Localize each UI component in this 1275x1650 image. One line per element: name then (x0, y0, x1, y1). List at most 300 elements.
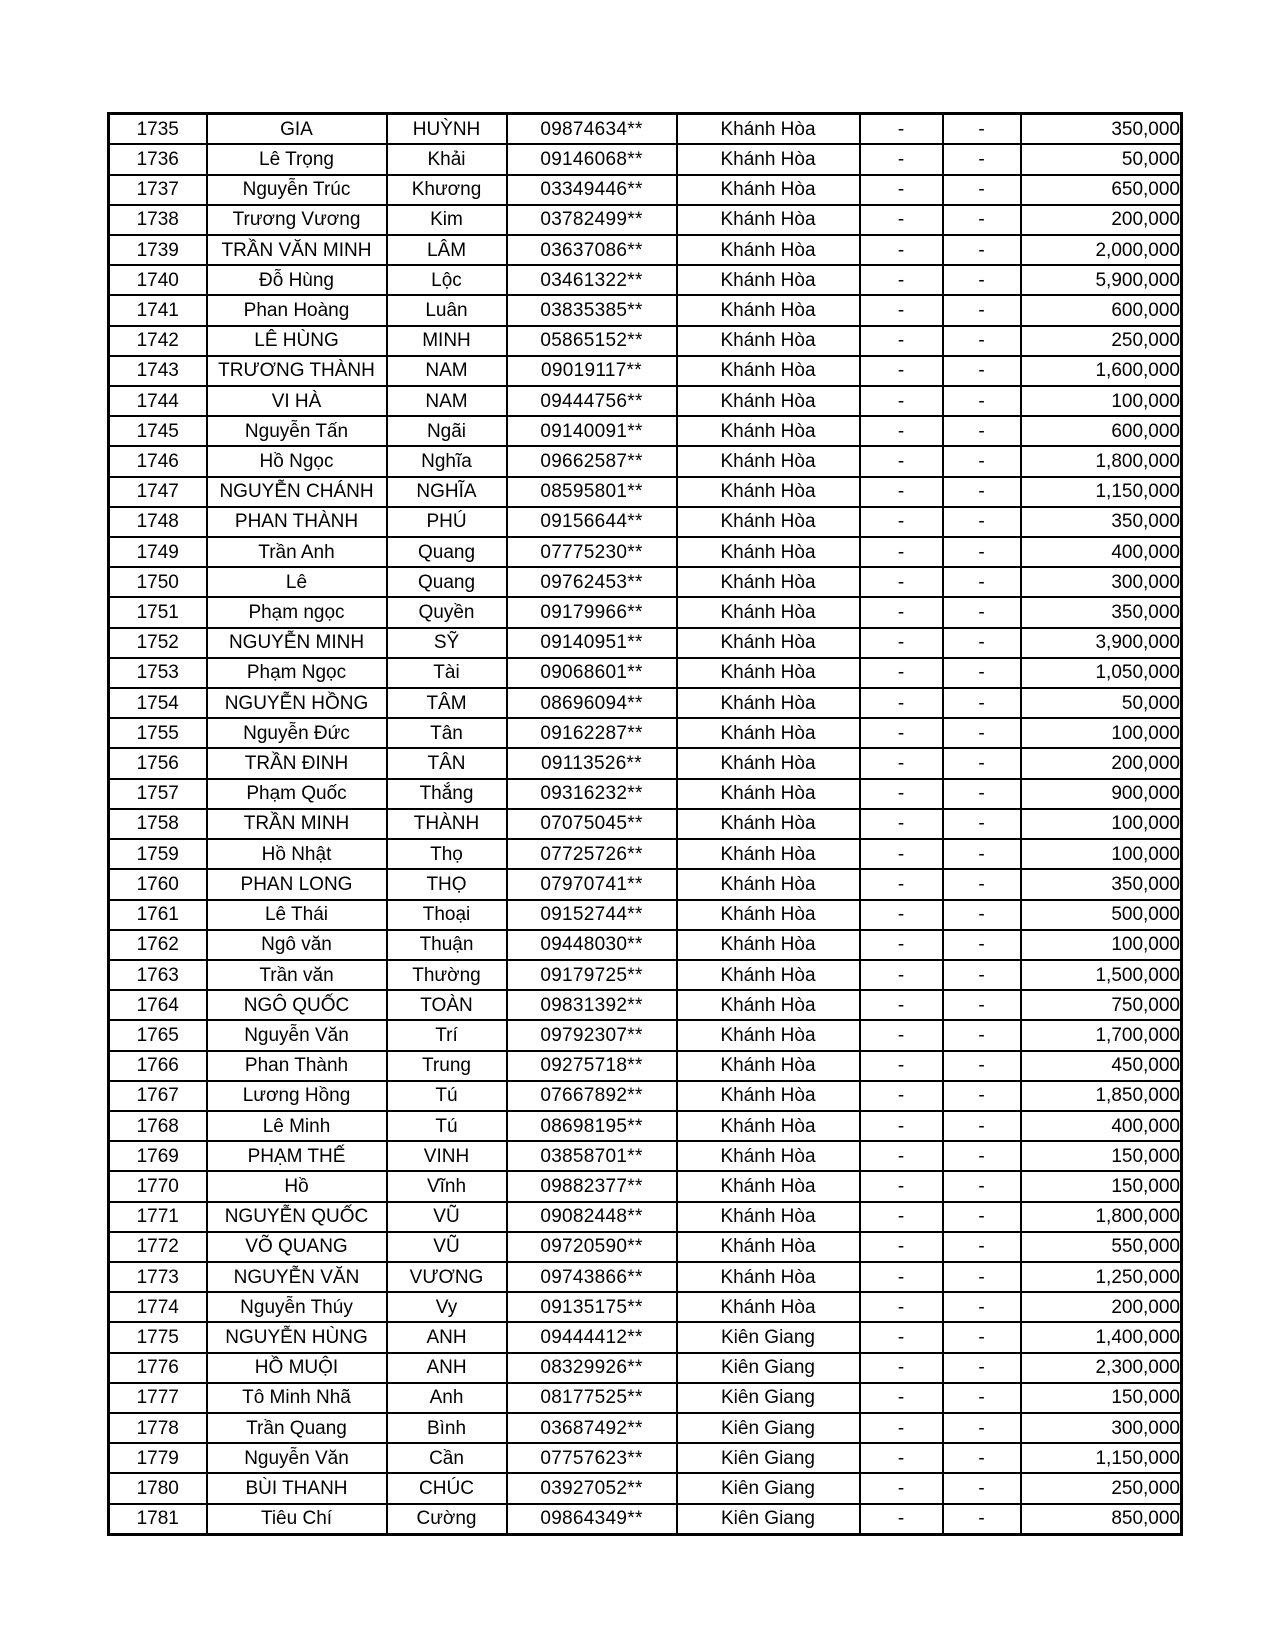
cell-first-name: NGUYỄN VĂN (207, 1262, 387, 1292)
cell-last-name: Anh (387, 1383, 507, 1413)
cell-dash-1: - (860, 1051, 943, 1081)
cell-last-name: Quang (387, 567, 507, 597)
cell-dash-1: - (860, 1111, 943, 1141)
cell-phone-masked: 03687492** (507, 1413, 677, 1443)
cell-dash-2: - (943, 1171, 1021, 1201)
table-row (109, 1232, 1182, 1262)
cell-phone-masked: 03637086** (507, 235, 677, 265)
cell-amount: 1,800,000 (1021, 1202, 1182, 1232)
table-row (109, 567, 1182, 597)
cell-phone-masked: 09743866** (507, 1262, 677, 1292)
cell-amount: 450,000 (1021, 1051, 1182, 1081)
cell-dash-2: - (943, 688, 1021, 718)
cell-first-name: Lương Hồng (207, 1081, 387, 1111)
cell-row-number: 1741 (109, 295, 207, 325)
cell-row-number: 1749 (109, 537, 207, 567)
cell-dash-2: - (943, 235, 1021, 265)
cell-amount: 200,000 (1021, 748, 1182, 778)
table-row (109, 1020, 1182, 1050)
cell-province: Khánh Hòa (677, 869, 860, 899)
table-row (109, 628, 1182, 658)
table-row (109, 718, 1182, 748)
cell-phone-masked: 09792307** (507, 1020, 677, 1050)
cell-dash-1: - (860, 356, 943, 386)
table-row (109, 748, 1182, 778)
cell-phone-masked: 03835385** (507, 295, 677, 325)
cell-dash-1: - (860, 839, 943, 869)
cell-phone-masked: 09864349** (507, 1504, 677, 1535)
cell-last-name: Khải (387, 144, 507, 174)
cell-last-name: Vy (387, 1292, 507, 1322)
table-row (109, 477, 1182, 507)
cell-row-number: 1769 (109, 1141, 207, 1171)
cell-last-name: Thắng (387, 779, 507, 809)
cell-dash-2: - (943, 295, 1021, 325)
cell-first-name: Phạm Ngọc (207, 658, 387, 688)
cell-first-name: PHAN THÀNH (207, 507, 387, 537)
cell-phone-masked: 07075045** (507, 809, 677, 839)
table-row (109, 1473, 1182, 1503)
cell-dash-2: - (943, 144, 1021, 174)
cell-amount: 350,000 (1021, 597, 1182, 627)
cell-dash-1: - (860, 960, 943, 990)
cell-phone-masked: 09662587** (507, 446, 677, 476)
cell-first-name: Hồ Nhật (207, 839, 387, 869)
cell-dash-1: - (860, 779, 943, 809)
cell-province: Khánh Hòa (677, 779, 860, 809)
cell-dash-1: - (860, 990, 943, 1020)
cell-province: Khánh Hòa (677, 1232, 860, 1262)
cell-dash-2: - (943, 1413, 1021, 1443)
cell-row-number: 1748 (109, 507, 207, 537)
cell-phone-masked: 09156644** (507, 507, 677, 537)
cell-last-name: Tài (387, 658, 507, 688)
cell-dash-1: - (860, 235, 943, 265)
cell-province: Khánh Hòa (677, 326, 860, 356)
table-row (109, 839, 1182, 869)
cell-first-name: NGÔ QUỐC (207, 990, 387, 1020)
table-row (109, 1081, 1182, 1111)
cell-amount: 2,000,000 (1021, 235, 1182, 265)
cell-phone-masked: 09019117** (507, 356, 677, 386)
cell-last-name: ANH (387, 1322, 507, 1352)
cell-dash-2: - (943, 869, 1021, 899)
cell-row-number: 1764 (109, 990, 207, 1020)
cell-dash-2: - (943, 356, 1021, 386)
cell-row-number: 1746 (109, 446, 207, 476)
cell-amount: 400,000 (1021, 537, 1182, 567)
cell-last-name: Ngãi (387, 416, 507, 446)
cell-last-name: Vĩnh (387, 1171, 507, 1201)
cell-dash-1: - (860, 1292, 943, 1322)
cell-first-name: Trần Anh (207, 537, 387, 567)
cell-amount: 1,800,000 (1021, 446, 1182, 476)
cell-amount: 50,000 (1021, 144, 1182, 174)
cell-last-name: Quyền (387, 597, 507, 627)
cell-row-number: 1738 (109, 205, 207, 235)
cell-first-name: Nguyễn Văn (207, 1443, 387, 1473)
cell-dash-2: - (943, 1141, 1021, 1171)
cell-first-name: VÕ QUANG (207, 1232, 387, 1262)
cell-row-number: 1760 (109, 869, 207, 899)
cell-phone-masked: 07775230** (507, 537, 677, 567)
cell-dash-1: - (860, 114, 943, 145)
cell-dash-2: - (943, 265, 1021, 295)
cell-first-name: HỒ MUỘI (207, 1353, 387, 1383)
table-row (109, 809, 1182, 839)
cell-first-name: Lê Minh (207, 1111, 387, 1141)
cell-province: Khánh Hòa (677, 507, 860, 537)
cell-first-name: Nguyễn Đức (207, 718, 387, 748)
cell-dash-2: - (943, 416, 1021, 446)
cell-dash-1: - (860, 416, 943, 446)
cell-last-name: Bình (387, 1413, 507, 1443)
cell-dash-1: - (860, 1473, 943, 1503)
cell-dash-1: - (860, 265, 943, 295)
cell-row-number: 1756 (109, 748, 207, 778)
table-row (109, 1141, 1182, 1171)
cell-dash-1: - (860, 1322, 943, 1352)
cell-province: Khánh Hòa (677, 1051, 860, 1081)
cell-amount: 200,000 (1021, 1292, 1182, 1322)
cell-row-number: 1735 (109, 114, 207, 145)
cell-phone-masked: 03349446** (507, 175, 677, 205)
cell-phone-masked: 08177525** (507, 1383, 677, 1413)
table-row (109, 779, 1182, 809)
cell-province: Khánh Hòa (677, 839, 860, 869)
cell-row-number: 1762 (109, 930, 207, 960)
cell-province: Khánh Hòa (677, 1171, 860, 1201)
cell-amount: 100,000 (1021, 718, 1182, 748)
cell-province: Khánh Hòa (677, 356, 860, 386)
cell-row-number: 1775 (109, 1322, 207, 1352)
cell-first-name: Trương Vương (207, 205, 387, 235)
table-row (109, 688, 1182, 718)
cell-amount: 150,000 (1021, 1171, 1182, 1201)
cell-phone-masked: 09179725** (507, 960, 677, 990)
cell-dash-2: - (943, 1111, 1021, 1141)
table-row (109, 960, 1182, 990)
cell-last-name: SỸ (387, 628, 507, 658)
cell-amount: 1,500,000 (1021, 960, 1182, 990)
cell-first-name: Lê Thái (207, 900, 387, 930)
cell-amount: 3,900,000 (1021, 628, 1182, 658)
cell-dash-2: - (943, 658, 1021, 688)
cell-amount: 850,000 (1021, 1504, 1182, 1535)
cell-last-name: HUỲNH (387, 114, 507, 145)
cell-amount: 5,900,000 (1021, 265, 1182, 295)
cell-dash-2: - (943, 326, 1021, 356)
cell-dash-1: - (860, 718, 943, 748)
cell-last-name: TÂN (387, 748, 507, 778)
cell-phone-masked: 09135175** (507, 1292, 677, 1322)
cell-phone-masked: 09275718** (507, 1051, 677, 1081)
cell-row-number: 1743 (109, 356, 207, 386)
cell-first-name: Phạm Quốc (207, 779, 387, 809)
cell-province: Kiên Giang (677, 1383, 860, 1413)
table-row (109, 1051, 1182, 1081)
cell-dash-1: - (860, 1141, 943, 1171)
cell-province: Khánh Hòa (677, 537, 860, 567)
cell-first-name: Tô Minh Nhã (207, 1383, 387, 1413)
table-row (109, 1322, 1182, 1352)
cell-first-name: NGUYỄN MINH (207, 628, 387, 658)
cell-province: Khánh Hòa (677, 295, 860, 325)
cell-first-name: TRẦN MINH (207, 809, 387, 839)
cell-province: Khánh Hòa (677, 658, 860, 688)
cell-amount: 300,000 (1021, 567, 1182, 597)
cell-province: Khánh Hòa (677, 960, 860, 990)
cell-phone-masked: 09113526** (507, 748, 677, 778)
cell-row-number: 1742 (109, 326, 207, 356)
cell-dash-2: - (943, 507, 1021, 537)
cell-dash-2: - (943, 477, 1021, 507)
table-body (109, 114, 1182, 1535)
cell-dash-1: - (860, 809, 943, 839)
cell-row-number: 1750 (109, 567, 207, 597)
cell-province: Khánh Hòa (677, 1141, 860, 1171)
cell-dash-2: - (943, 1383, 1021, 1413)
cell-dash-2: - (943, 597, 1021, 627)
cell-amount: 100,000 (1021, 809, 1182, 839)
cell-amount: 400,000 (1021, 1111, 1182, 1141)
cell-phone-masked: 09162287** (507, 718, 677, 748)
cell-dash-2: - (943, 1504, 1021, 1535)
cell-phone-masked: 03858701** (507, 1141, 677, 1171)
cell-row-number: 1761 (109, 900, 207, 930)
cell-amount: 650,000 (1021, 175, 1182, 205)
cell-province: Khánh Hòa (677, 1292, 860, 1322)
cell-first-name: Lê (207, 567, 387, 597)
table-row (109, 507, 1182, 537)
cell-province: Khánh Hòa (677, 809, 860, 839)
cell-province: Kiên Giang (677, 1353, 860, 1383)
cell-first-name: Phạm ngọc (207, 597, 387, 627)
cell-amount: 1,150,000 (1021, 1443, 1182, 1473)
cell-amount: 350,000 (1021, 507, 1182, 537)
cell-dash-2: - (943, 1322, 1021, 1352)
cell-first-name: NGUYỄN QUỐC (207, 1202, 387, 1232)
table-row (109, 537, 1182, 567)
cell-row-number: 1747 (109, 477, 207, 507)
cell-dash-2: - (943, 537, 1021, 567)
cell-last-name: NGHĨA (387, 477, 507, 507)
cell-last-name: THỌ (387, 869, 507, 899)
cell-last-name: NAM (387, 386, 507, 416)
cell-dash-2: - (943, 386, 1021, 416)
table-row (109, 295, 1182, 325)
cell-dash-2: - (943, 748, 1021, 778)
table-row (109, 265, 1182, 295)
cell-first-name: VI HÀ (207, 386, 387, 416)
cell-row-number: 1767 (109, 1081, 207, 1111)
cell-amount: 2,300,000 (1021, 1353, 1182, 1383)
cell-dash-2: - (943, 1081, 1021, 1111)
cell-dash-2: - (943, 1232, 1021, 1262)
cell-dash-2: - (943, 779, 1021, 809)
cell-dash-1: - (860, 1081, 943, 1111)
cell-dash-1: - (860, 507, 943, 537)
cell-last-name: TÂM (387, 688, 507, 718)
cell-first-name: NGUYỄN HỒNG (207, 688, 387, 718)
cell-first-name: NGUYỄN CHÁNH (207, 477, 387, 507)
cell-province: Khánh Hòa (677, 235, 860, 265)
table-row (109, 386, 1182, 416)
cell-row-number: 1739 (109, 235, 207, 265)
cell-row-number: 1736 (109, 144, 207, 174)
cell-phone-masked: 09448030** (507, 930, 677, 960)
cell-dash-2: - (943, 446, 1021, 476)
cell-row-number: 1770 (109, 1171, 207, 1201)
cell-first-name: Đỗ Hùng (207, 265, 387, 295)
cell-phone-masked: 09874634** (507, 114, 677, 145)
cell-dash-2: - (943, 1202, 1021, 1232)
table-row (109, 900, 1182, 930)
cell-amount: 200,000 (1021, 205, 1182, 235)
cell-province: Khánh Hòa (677, 1202, 860, 1232)
cell-amount: 150,000 (1021, 1141, 1182, 1171)
cell-first-name: NGUYỄN HÙNG (207, 1322, 387, 1352)
cell-phone-masked: 09762453** (507, 567, 677, 597)
cell-phone-masked: 09140091** (507, 416, 677, 446)
cell-amount: 750,000 (1021, 990, 1182, 1020)
cell-phone-masked: 08696094** (507, 688, 677, 718)
cell-row-number: 1758 (109, 809, 207, 839)
cell-dash-1: - (860, 537, 943, 567)
cell-first-name: TRẦN VĂN MINH (207, 235, 387, 265)
cell-province: Khánh Hòa (677, 175, 860, 205)
cell-dash-1: - (860, 567, 943, 597)
cell-first-name: Hồ (207, 1171, 387, 1201)
cell-dash-2: - (943, 1443, 1021, 1473)
cell-amount: 100,000 (1021, 839, 1182, 869)
cell-dash-1: - (860, 295, 943, 325)
cell-phone-masked: 07970741** (507, 869, 677, 899)
cell-province: Khánh Hòa (677, 386, 860, 416)
cell-dash-2: - (943, 1473, 1021, 1503)
cell-dash-1: - (860, 597, 943, 627)
cell-row-number: 1737 (109, 175, 207, 205)
cell-dash-1: - (860, 748, 943, 778)
cell-phone-masked: 09720590** (507, 1232, 677, 1262)
cell-last-name: Khương (387, 175, 507, 205)
cell-phone-masked: 09316232** (507, 779, 677, 809)
cell-amount: 300,000 (1021, 1413, 1182, 1443)
cell-last-name: PHÚ (387, 507, 507, 537)
cell-row-number: 1757 (109, 779, 207, 809)
cell-last-name: Tú (387, 1081, 507, 1111)
cell-last-name: Kim (387, 205, 507, 235)
cell-last-name: CHÚC (387, 1473, 507, 1503)
cell-row-number: 1768 (109, 1111, 207, 1141)
cell-row-number: 1766 (109, 1051, 207, 1081)
cell-first-name: PHẠM THẾ (207, 1141, 387, 1171)
cell-first-name: Nguyễn Thúy (207, 1292, 387, 1322)
cell-amount: 350,000 (1021, 114, 1182, 145)
table-row (109, 1202, 1182, 1232)
cell-dash-1: - (860, 900, 943, 930)
cell-province: Khánh Hòa (677, 718, 860, 748)
cell-province: Khánh Hòa (677, 990, 860, 1020)
cell-row-number: 1780 (109, 1473, 207, 1503)
cell-phone-masked: 09444756** (507, 386, 677, 416)
cell-first-name: Tiêu Chí (207, 1504, 387, 1535)
cell-first-name: LÊ HÙNG (207, 326, 387, 356)
table-row (109, 326, 1182, 356)
cell-first-name: GIA (207, 114, 387, 145)
cell-amount: 1,400,000 (1021, 1322, 1182, 1352)
table-row (109, 1504, 1182, 1535)
donation-list-table (107, 112, 1183, 1536)
cell-row-number: 1754 (109, 688, 207, 718)
cell-phone-masked: 09146068** (507, 144, 677, 174)
cell-province: Khánh Hòa (677, 416, 860, 446)
cell-dash-2: - (943, 990, 1021, 1020)
cell-phone-masked: 08698195** (507, 1111, 677, 1141)
cell-row-number: 1751 (109, 597, 207, 627)
cell-first-name: BÙI THANH (207, 1473, 387, 1503)
table-row (109, 1262, 1182, 1292)
cell-last-name: Lộc (387, 265, 507, 295)
cell-dash-1: - (860, 1443, 943, 1473)
cell-province: Khánh Hòa (677, 114, 860, 145)
cell-dash-2: - (943, 1353, 1021, 1383)
table-row (109, 1443, 1182, 1473)
cell-last-name: Thọ (387, 839, 507, 869)
table-row (109, 175, 1182, 205)
cell-amount: 900,000 (1021, 779, 1182, 809)
cell-first-name: TRƯƠNG THÀNH (207, 356, 387, 386)
cell-last-name: VŨ (387, 1202, 507, 1232)
cell-first-name: PHAN LONG (207, 869, 387, 899)
cell-phone-masked: 09444412** (507, 1322, 677, 1352)
cell-row-number: 1773 (109, 1262, 207, 1292)
cell-last-name: VƯƠNG (387, 1262, 507, 1292)
cell-row-number: 1759 (109, 839, 207, 869)
cell-dash-1: - (860, 688, 943, 718)
cell-row-number: 1774 (109, 1292, 207, 1322)
cell-amount: 1,600,000 (1021, 356, 1182, 386)
cell-province: Khánh Hòa (677, 1111, 860, 1141)
table-row (109, 1171, 1182, 1201)
cell-first-name: Ngô văn (207, 930, 387, 960)
cell-first-name: TRẦN ĐINH (207, 748, 387, 778)
cell-dash-2: - (943, 205, 1021, 235)
cell-province: Khánh Hòa (677, 628, 860, 658)
cell-row-number: 1740 (109, 265, 207, 295)
cell-row-number: 1752 (109, 628, 207, 658)
cell-dash-1: - (860, 628, 943, 658)
cell-province: Khánh Hòa (677, 477, 860, 507)
table-row (109, 1292, 1182, 1322)
cell-row-number: 1753 (109, 658, 207, 688)
cell-phone-masked: 09140951** (507, 628, 677, 658)
cell-amount: 250,000 (1021, 1473, 1182, 1503)
cell-dash-1: - (860, 175, 943, 205)
cell-phone-masked: 09152744** (507, 900, 677, 930)
cell-province: Kiên Giang (677, 1413, 860, 1443)
table-row (109, 597, 1182, 627)
cell-last-name: Tú (387, 1111, 507, 1141)
cell-dash-2: - (943, 175, 1021, 205)
cell-province: Khánh Hòa (677, 144, 860, 174)
cell-province: Khánh Hòa (677, 1081, 860, 1111)
cell-last-name: Thuận (387, 930, 507, 960)
cell-last-name: ANH (387, 1353, 507, 1383)
cell-amount: 50,000 (1021, 688, 1182, 718)
cell-last-name: Cần (387, 1443, 507, 1473)
cell-province: Khánh Hòa (677, 930, 860, 960)
